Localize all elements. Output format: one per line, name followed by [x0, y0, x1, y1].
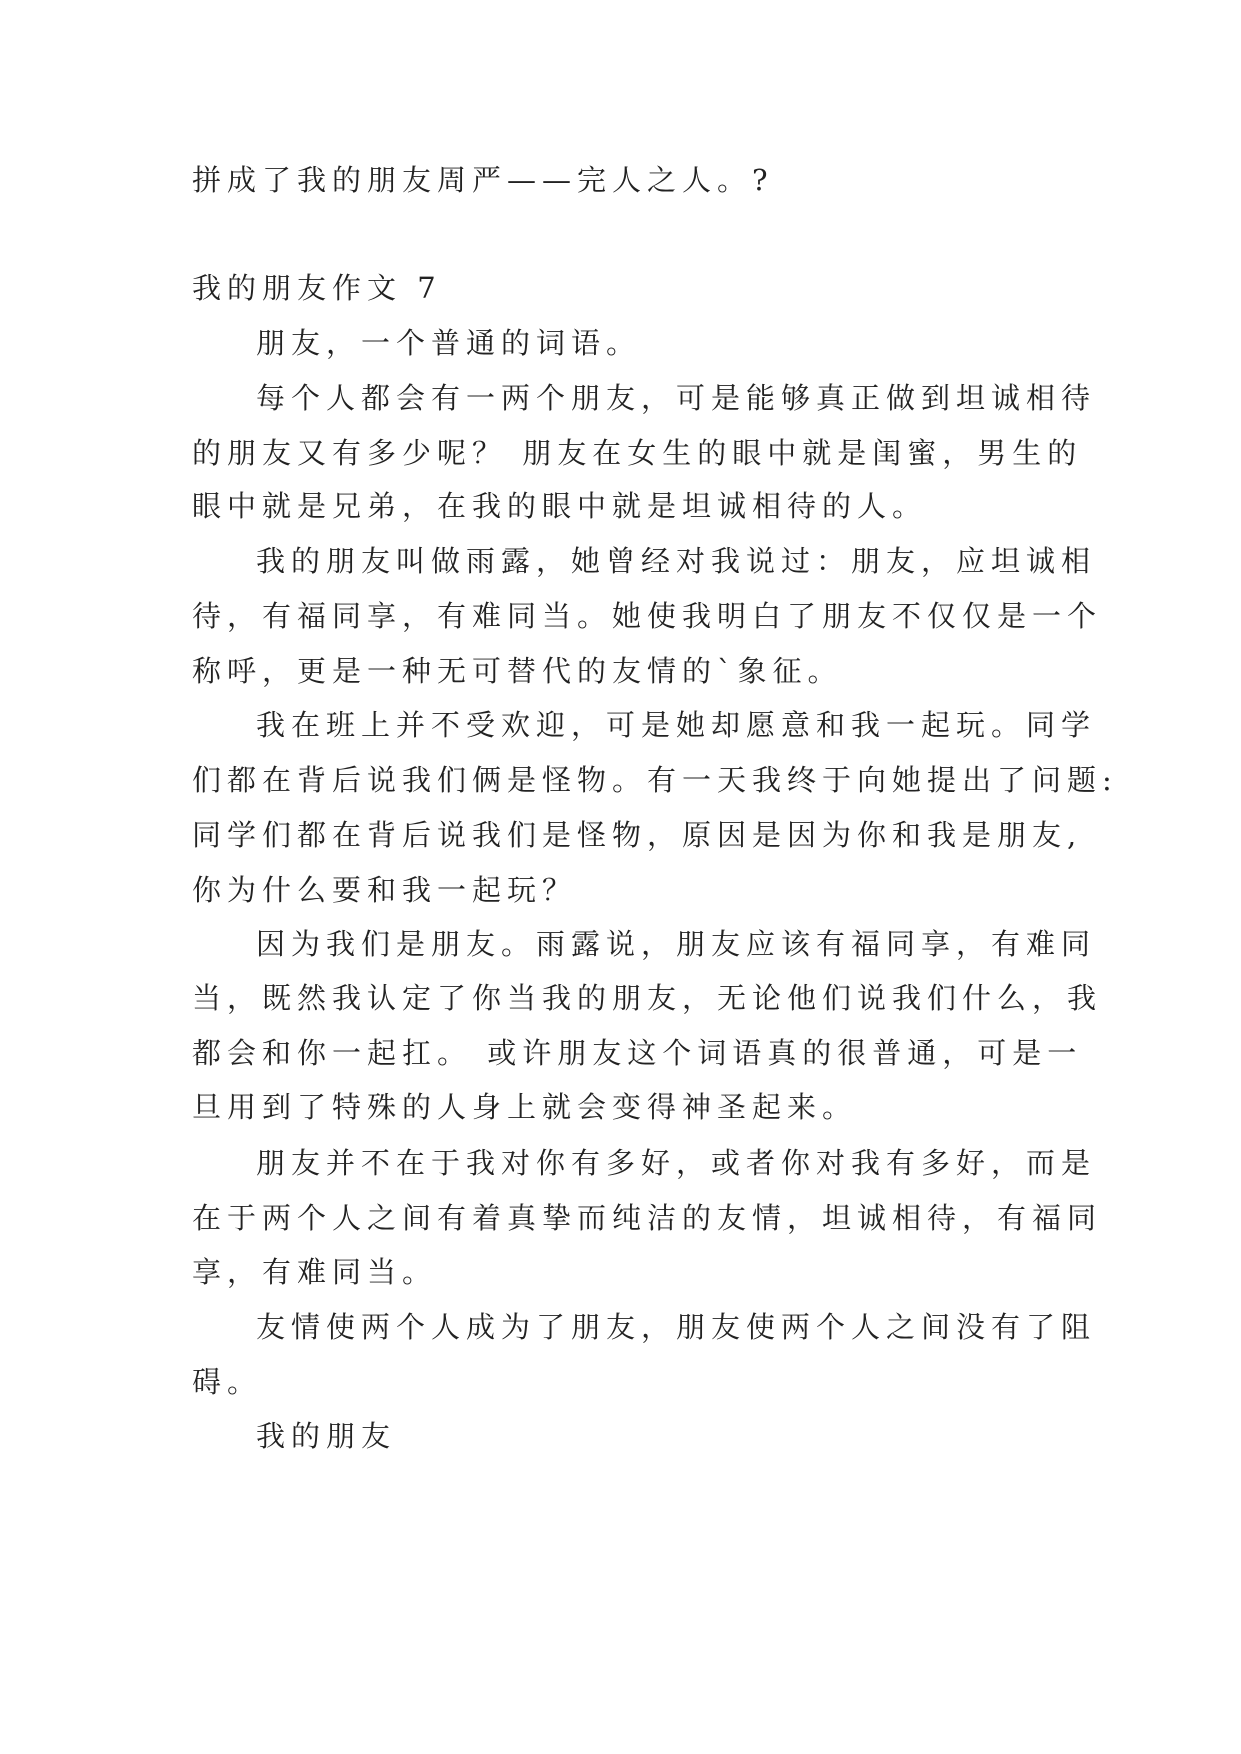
text-line: 我在班上并不受欢迎，可是她却愿意和我一起玩。同学 — [256, 708, 1097, 742]
text-line: 当，既然我认定了你当我的朋友，无论他们说我们什么，我 — [192, 981, 1103, 1015]
text-line: 同学们都在背后说我们是怪物，原因是因为你和我是朋友, — [192, 818, 1083, 852]
text-line: 旦用到了特殊的人身上就会变得神圣起来。 — [192, 1090, 858, 1124]
text-line: 我的朋友叫做雨露，她曾经对我说过：朋友，应坦诚相 — [256, 544, 1097, 578]
text-line: 每个人都会有一两个朋友，可是能够真正做到坦诚相待 — [256, 381, 1097, 415]
text-line: 享，有难同当。 — [192, 1255, 438, 1289]
text-line: 友情使两个人成为了朋友，朋友使两个人之间没有了阻 — [256, 1310, 1097, 1344]
section-heading: 我的朋友作文 7 — [192, 271, 442, 305]
text-line: 都会和你一起扛。 或许朋友这个词语真的很普通，可是一 — [192, 1036, 1083, 1070]
text-line: 称呼，更是一种无可替代的友情的`象征。 — [192, 654, 843, 688]
text-line: 们都在背后说我们俩是怪物。有一天我终于向她提出了问题: — [192, 763, 1118, 797]
text-line: 我的朋友 — [256, 1419, 397, 1453]
text-line: 待，有福同享，有难同当。她使我明白了朋友不仅仅是一个 — [192, 599, 1103, 633]
text-line: 你为什么要和我一起玩？ — [192, 873, 578, 907]
text-line: 在于两个人之间有着真挚而纯洁的友情，坦诚相待，有福同 — [192, 1201, 1103, 1235]
text-line: 拼成了我的朋友周严——完人之人。? — [192, 163, 774, 197]
text-line: 眼中就是兄弟，在我的眼中就是坦诚相待的人。 — [192, 489, 928, 523]
text-line: 碍。 — [192, 1365, 263, 1399]
text-line: 的朋友又有多少呢？ 朋友在女生的眼中就是闺蜜，男生的 — [192, 436, 1083, 470]
text-line: 朋友，一个普通的词语。 — [256, 326, 642, 360]
text-line: 朋友并不在于我对你有多好，或者你对我有多好，而是 — [256, 1146, 1097, 1180]
text-line: 因为我们是朋友。雨露说，朋友应该有福同享，有难同 — [256, 927, 1097, 961]
